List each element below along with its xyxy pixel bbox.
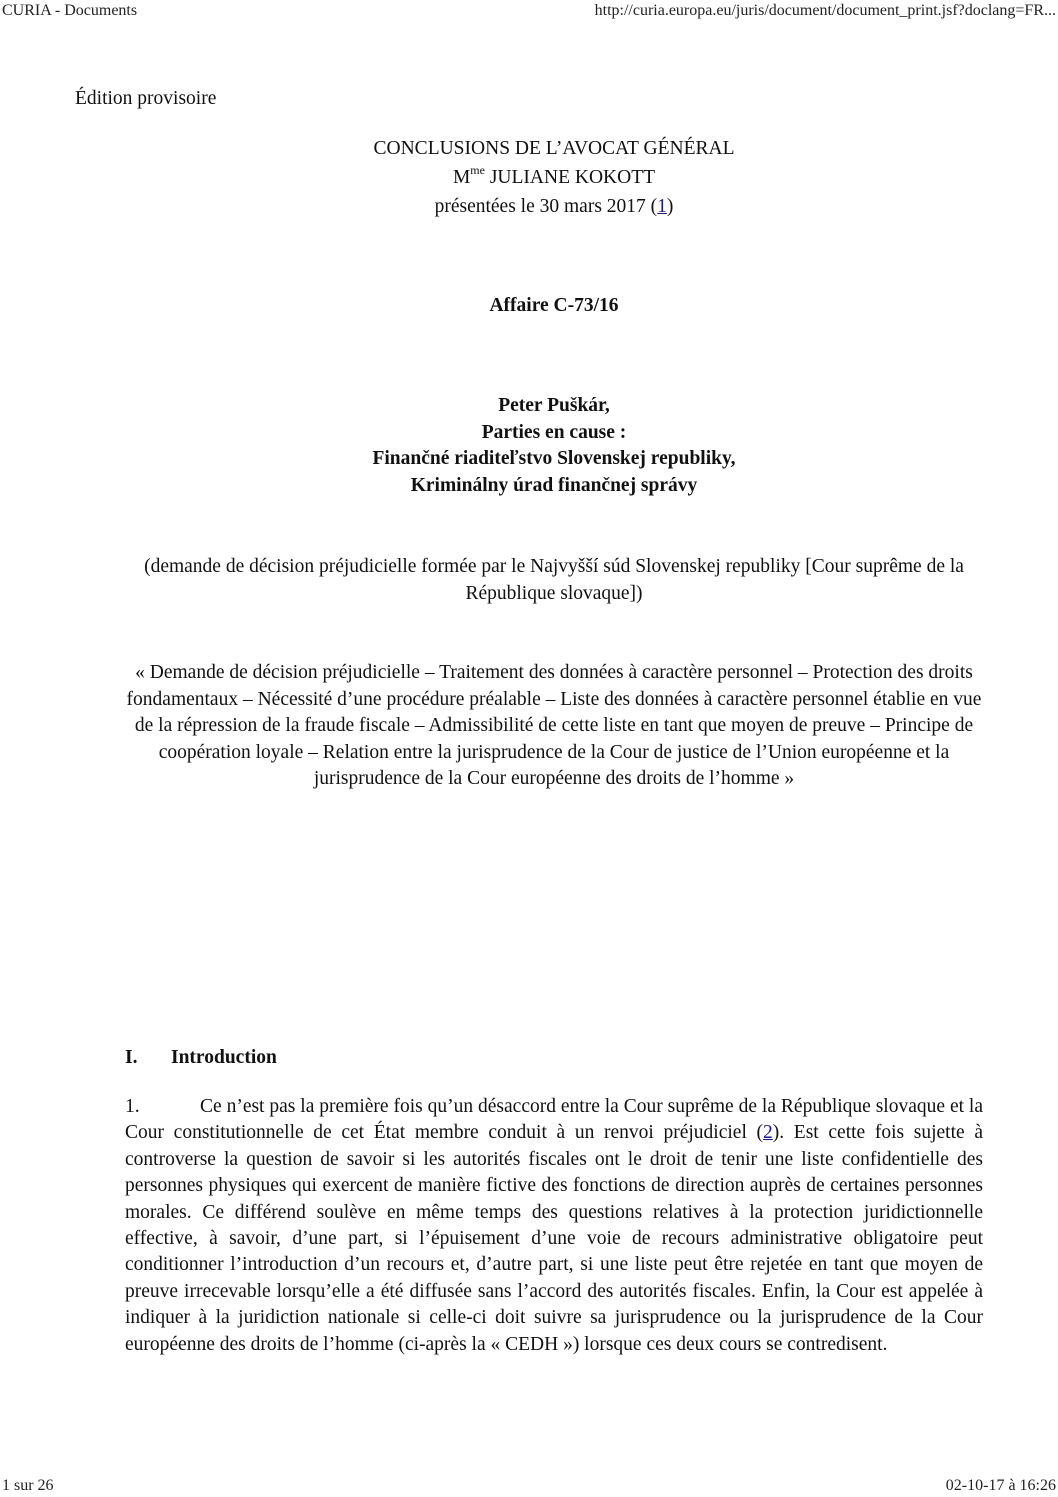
opinion-heading [125, 134, 983, 221]
section-title: Introduction [171, 1047, 277, 1068]
date-text: présentées le 30 mars 2017 ( [434, 196, 658, 217]
footnote-link-2[interactable]: 2 [763, 1122, 773, 1144]
date-suffix: ) [666, 196, 674, 217]
honorific-superscript: me [470, 163, 485, 177]
party-line-4: Kriminálny úrad finančnej správy [410, 474, 698, 496]
section-number: I. [125, 1047, 138, 1068]
page-counter: 1 sur 26 [2, 1477, 54, 1494]
section-heading [125, 1046, 277, 1070]
paragraph-text-start: Ce n’est pas la première fois qu’un désaccord entre la Cour suprême de la République slovaque et la Cour constitutionnelle de cet État membre conduit à un renvoi préjudiciel ( [125, 1096, 983, 1144]
edition-label: Édition provisoire [75, 88, 217, 109]
case-keywords: « Demande de décision préjudicielle – Traitement des données à caractère personnel – Protection des droits fondamentaux – Nécessité d’une procédure préalable – Liste des données à caractère personnel établie en vue de la répression de la fraude fiscale – Admissibilité de cette liste en tant que moyen de preuve – Principe de coopération loyale – Relation entre la jurisprudence de la Cour de justice de l’Union européenne et la jurisprudence de la Cour européenne des droits de l’homme » [126, 662, 982, 789]
advocate-general-name [125, 163, 983, 192]
paragraph-text-end: ). Est cette fois sujette à controverse la question de savoir si les autorités fiscales ont le droit de tenir une liste confidentielle des personnes physiques qui exercent de manière fictive des fonctions de direction auprès de certaines personnes morales. Ce différend soulève en même temps des questions relatives à la protection juridictionnelle effective, à savoir, d’une part, si l’épuisement d’une voie de recours administrative obligatoire peut conditionner l’introduction d’un recours et, d’autre part, si une liste peut être rejetée en tant que moyen de preuve irrecevable lorsqu’elle a été diffusée sans l’accord des autorités fiscales. Enfin, la Cour est appelée à indiquer à la juridiction nationale si celle-ci doit suivre sa jurisprudence ou la jurisprudence de la Cour européenne des droits de l’homme (ci-après la « CEDH ») lorsque ces deux cours se contredisent. [125, 1122, 983, 1355]
party-line-3: Finančné riaditeľstvo Slovenskej republiky, [372, 448, 736, 469]
opinion-title: CONCLUSIONS DE L’AVOCAT GÉNÉRAL [373, 138, 735, 159]
print-header-url: http://curia.europa.eu/juris/document/document_print.jsf?doclang=FR... [594, 2, 1056, 19]
opinion-date [125, 192, 983, 221]
parties-block [125, 393, 983, 499]
footnote-link-1[interactable]: 1 [657, 196, 667, 217]
party-line-2: Parties en cause : [481, 421, 627, 443]
advocate-name: JULIANE KOKOTT [484, 167, 656, 188]
paragraph-number: 1. [125, 1096, 140, 1117]
honorific: M [452, 167, 471, 188]
print-header-title: CURIA - Documents [2, 2, 138, 19]
paragraph-1 [125, 1094, 983, 1358]
referral-request: (demande de décision préjudicielle formée par le Najvyšší súd Slovenskej republiky [Cour suprême de la République slovaque]) [144, 556, 964, 604]
party-line-1: Peter Puškár, [498, 395, 610, 416]
print-timestamp: 02-10-17 à 16:26 [945, 1477, 1056, 1494]
case-number: Affaire C-73/16 [489, 295, 619, 316]
